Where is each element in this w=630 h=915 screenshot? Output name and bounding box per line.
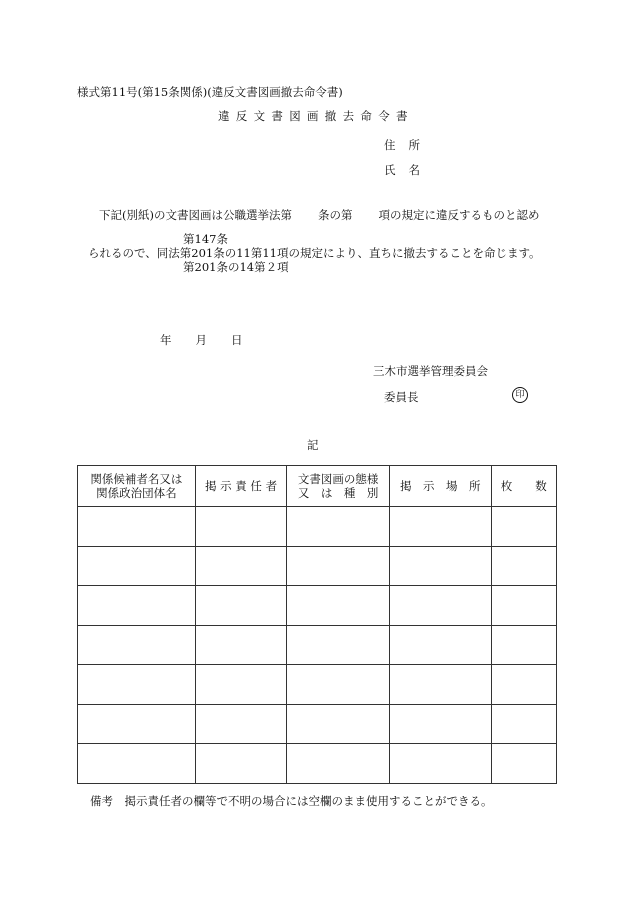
document-title: 違反文書図画撤去命令書 xyxy=(218,109,414,123)
seal-icon: 印 xyxy=(512,387,528,403)
table-cell[interactable] xyxy=(287,704,390,744)
date-month: 月 xyxy=(195,333,207,347)
table-cell[interactable] xyxy=(287,546,390,586)
column-header-1 xyxy=(78,466,196,507)
column-header-text: 関係政治団体名 xyxy=(96,486,177,500)
table-row xyxy=(78,507,557,547)
table-cell[interactable] xyxy=(491,704,556,744)
table-cell[interactable] xyxy=(491,546,556,586)
table-cell[interactable] xyxy=(287,744,390,784)
table-header-row xyxy=(78,466,557,507)
body-text-1c: 項の規定に違反するものと認め xyxy=(378,208,540,222)
column-header-3 xyxy=(287,466,390,507)
column-header-4 xyxy=(389,466,491,507)
column-header-text: 又 は 種 別 xyxy=(297,486,379,500)
table-cell[interactable] xyxy=(491,625,556,665)
table-cell[interactable] xyxy=(491,507,556,547)
table-cell[interactable] xyxy=(78,665,196,705)
address-label: 住所 xyxy=(384,138,433,152)
table-cell[interactable] xyxy=(78,744,196,784)
column-header-text: 関係候補者名又は xyxy=(90,472,183,486)
body-text-1a: 下記(別紙)の文書図画は公職選挙法第 xyxy=(99,208,292,222)
table-cell[interactable] xyxy=(78,546,196,586)
table-row xyxy=(78,586,557,626)
article-option-top: 第147条 xyxy=(183,232,228,246)
form-number: 様式第11号(第15条関係)(違反文書図画撤去命令書) xyxy=(77,85,343,99)
table-cell[interactable] xyxy=(389,704,491,744)
body-line-1 xyxy=(99,207,539,223)
table-row xyxy=(78,546,557,586)
body-line-2: られるので、同法第201条の11第11項の規定により、直ちに撤去することを命じます。 xyxy=(88,246,541,260)
records-table xyxy=(77,465,557,784)
table-body xyxy=(78,507,557,784)
table-cell[interactable] xyxy=(287,586,390,626)
date-day: 日 xyxy=(231,333,243,347)
table-cell[interactable] xyxy=(491,665,556,705)
table-cell[interactable] xyxy=(195,704,287,744)
date-year: 年 xyxy=(160,333,172,347)
name-label: 氏名 xyxy=(384,163,433,177)
column-header-2 xyxy=(195,466,287,507)
table-cell[interactable] xyxy=(195,665,287,705)
table-cell[interactable] xyxy=(195,625,287,665)
body-text-1b: 条の第 xyxy=(317,208,353,222)
remarks-note: 備考 掲示責任者の欄等で不明の場合には空欄のまま使用することができる。 xyxy=(90,794,493,808)
table-cell[interactable] xyxy=(287,625,390,665)
table-cell[interactable] xyxy=(491,586,556,626)
table-cell[interactable] xyxy=(287,507,390,547)
ki-heading: 記 xyxy=(307,438,319,452)
table-cell[interactable] xyxy=(195,586,287,626)
issuer-chairman: 委員長 xyxy=(384,390,419,404)
table-cell[interactable] xyxy=(389,744,491,784)
table-cell[interactable] xyxy=(78,586,196,626)
column-header-text: 掲 示 場 所 xyxy=(400,479,481,493)
date-line xyxy=(160,332,243,348)
column-header-text: 文書図画の態様 xyxy=(297,472,379,486)
table-cell[interactable] xyxy=(389,507,491,547)
issuer-committee: 三木市選挙管理委員会 xyxy=(373,364,488,378)
table-cell[interactable] xyxy=(287,665,390,705)
table-cell[interactable] xyxy=(78,507,196,547)
table-cell[interactable] xyxy=(491,744,556,784)
table-cell[interactable] xyxy=(78,704,196,744)
table-row xyxy=(78,665,557,705)
table-cell[interactable] xyxy=(195,546,287,586)
table-row xyxy=(78,625,557,665)
column-header-text: 枚 数 xyxy=(500,479,547,493)
column-header-text: 掲 示 責 任 者 xyxy=(204,479,278,493)
table-cell[interactable] xyxy=(389,665,491,705)
column-header-5 xyxy=(491,466,556,507)
article-option-bottom: 第201条の14第２項 xyxy=(183,260,289,274)
table-row xyxy=(78,744,557,784)
table-cell[interactable] xyxy=(389,586,491,626)
table-row xyxy=(78,704,557,744)
table-cell[interactable] xyxy=(389,625,491,665)
table-cell[interactable] xyxy=(195,507,287,547)
table-cell[interactable] xyxy=(195,744,287,784)
table-cell[interactable] xyxy=(389,546,491,586)
table-cell[interactable] xyxy=(78,625,196,665)
